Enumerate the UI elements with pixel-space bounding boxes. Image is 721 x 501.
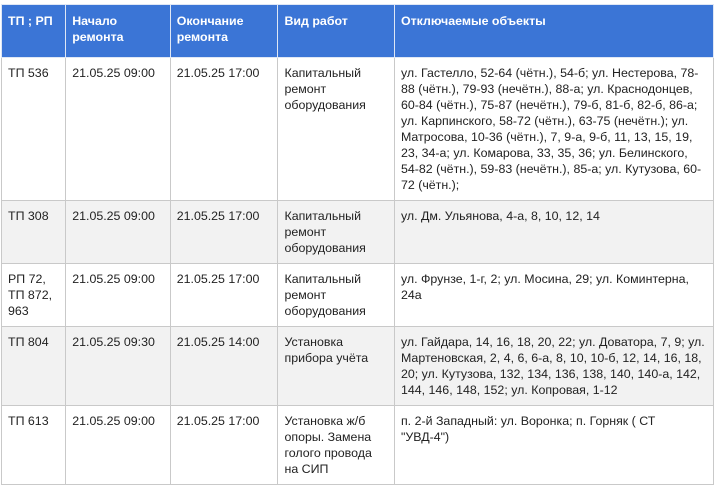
cell-work: Установка прибора учёта	[278, 327, 394, 406]
cell-objects: ул. Дм. Ульянова, 4-а, 8, 10, 12, 14	[394, 201, 713, 264]
cell-work: Установка ж/б опоры. Замена голого провода на СИП	[278, 406, 394, 485]
cell-tp: ТП 536	[2, 58, 66, 201]
table-row	[2, 327, 714, 406]
cell-start: 21.05.25 09:00	[66, 58, 171, 201]
table-row	[2, 264, 714, 327]
header-objects: Отключаемые объекты	[394, 5, 713, 58]
cell-tp: ТП 613	[2, 406, 66, 485]
cell-end: 21.05.25 17:00	[170, 201, 278, 264]
cell-tp: ТП 804	[2, 327, 66, 406]
cell-work: Капитальный ремонт оборудования	[278, 58, 394, 201]
header-start: Начало ремонта	[66, 5, 171, 58]
table-row	[2, 58, 714, 201]
cell-objects: ул. Фрунзе, 1-г, 2; ул. Мосина, 29; ул. Коминтерна, 24а	[394, 264, 713, 327]
cell-tp: РП 72, ТП 872, 963	[2, 264, 66, 327]
cell-end: 21.05.25 14:00	[170, 327, 278, 406]
cell-end: 21.05.25 17:00	[170, 264, 278, 327]
cell-objects: ул. Гайдара, 14, 16, 18, 20, 22; ул. Доватора, 7, 9; ул. Мартеновская, 2, 4, 6, 6-а, 8, 10, 10-б, 12, 14, 16, 18, 20; ул. Кутузова, 132, 134, 136, 138, 140, 140-а, 142, 144, 146, 148, 152; ул. Копровая, 1-12	[394, 327, 713, 406]
header-row	[2, 5, 714, 58]
cell-objects: п. 2-й Западный: ул. Воронка; п. Горняк ( СТ "УВД-4")	[394, 406, 713, 485]
cell-end: 21.05.25 17:00	[170, 58, 278, 201]
cell-tp: ТП 308	[2, 201, 66, 264]
cell-start: 21.05.25 09:30	[66, 327, 171, 406]
cell-work: Капитальный ремонт оборудования	[278, 201, 394, 264]
table-row	[2, 201, 714, 264]
outage-schedule	[0, 4, 721, 485]
table-body	[2, 58, 714, 485]
outage-table	[1, 4, 714, 485]
header-tp: ТП ; РП	[2, 5, 66, 58]
cell-objects: ул. Гастелло, 52-64 (чётн.), 54-б; ул. Нестерова, 78-88 (чётн.), 79-93 (нечётн.), 88-а; ул. Краснодонцев, 60-84 (чётн.), 75-87 (нечётн.), 79-б, 81-б, 82-б, 86-а; ул. Карпинского, 58-72 (чётн.), 63-75 (нечётн.); ул. Матросова, 10-36 (чётн.), 7, 9-а, 9-б, 11, 13, 15, 19, 23, 34-а; ул. Комарова, 33, 35, 36; ул. Белинского, 54-82 (чётн.), 59-83 (нечётн.), 85-а; ул. Кутузова, 60-72 (чётн.);	[394, 58, 713, 201]
cell-work: Капитальный ремонт оборудования	[278, 264, 394, 327]
cell-start: 21.05.25 09:00	[66, 201, 171, 264]
cell-end: 21.05.25 17:00	[170, 406, 278, 485]
header-work: Вид работ	[278, 5, 394, 58]
cell-start: 21.05.25 09:00	[66, 406, 171, 485]
table-header	[2, 5, 714, 58]
table-row	[2, 406, 714, 485]
cell-start: 21.05.25 09:00	[66, 264, 171, 327]
header-end: Окончание ремонта	[170, 5, 278, 58]
